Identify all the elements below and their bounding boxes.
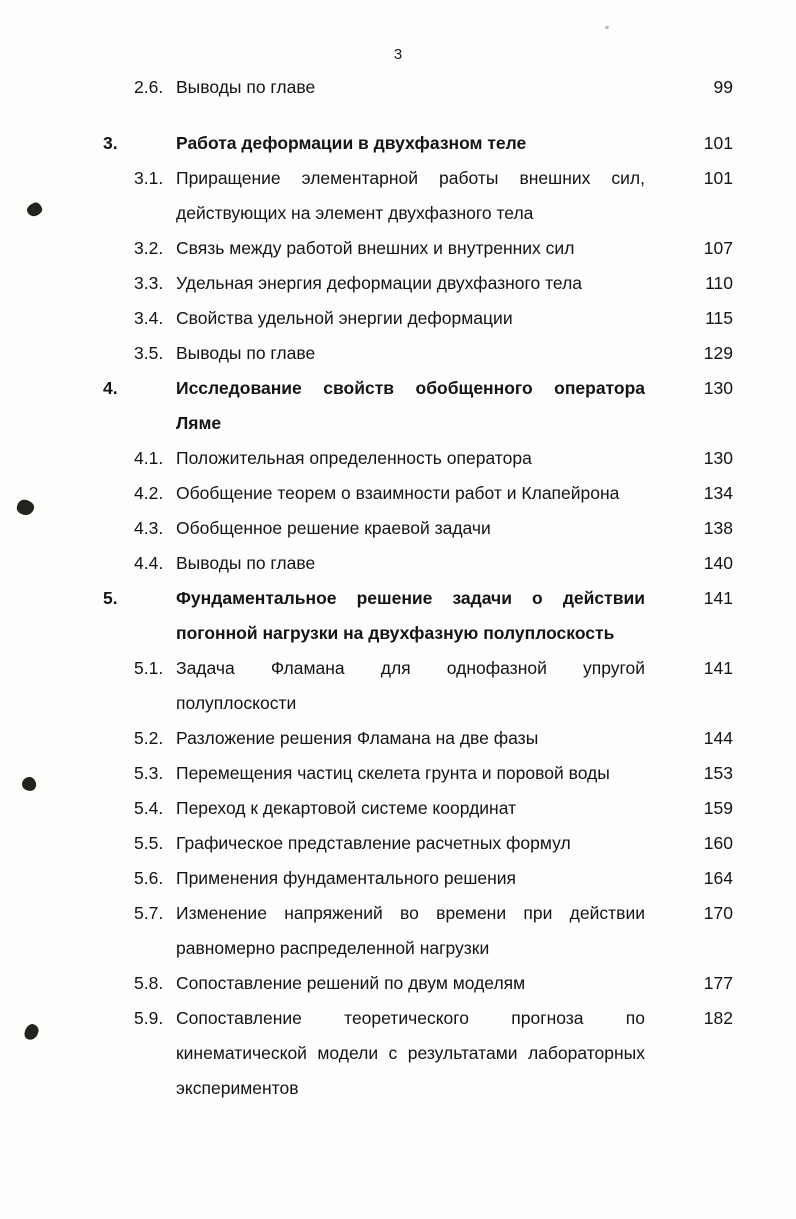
toc-entry-title: Переход к декартовой системе координат xyxy=(176,798,517,818)
toc-entry-number: 4.1. xyxy=(134,448,164,468)
toc-entry xyxy=(103,651,733,721)
toc-entry-title: Фундаментальное решение задачи о действии погонной нагрузки на двухфазную полуплоскость xyxy=(176,588,645,643)
ink-blot-artifact xyxy=(25,201,43,218)
toc-entry xyxy=(103,581,733,651)
toc-entry-number: 3.3. xyxy=(134,273,164,293)
toc-entry-page: 182 xyxy=(703,1008,733,1028)
toc-entry xyxy=(103,896,733,966)
toc-entry xyxy=(103,161,733,231)
toc-entry-number: 5.3. xyxy=(134,763,164,783)
toc-entry-number: 5.9. xyxy=(134,1008,164,1028)
toc-entry-page: 130 xyxy=(703,378,733,398)
scan-speck xyxy=(605,26,609,29)
toc-entry-title: Обобщение теорем о взаимности работ и Клапейрона xyxy=(176,483,620,503)
toc-entry-page: 110 xyxy=(705,273,733,293)
table-of-contents xyxy=(103,70,733,1106)
toc-entry-number: 4.4. xyxy=(134,553,164,573)
toc-entry-page: 153 xyxy=(703,763,733,783)
toc-entry-title: Графическое представление расчетных формул xyxy=(176,833,571,853)
toc-entry-title: Разложение решения Фламана на две фазы xyxy=(176,728,539,748)
toc-entry-page: 141 xyxy=(703,658,733,678)
toc-entry xyxy=(103,266,733,301)
toc-entry-number: 5.6. xyxy=(134,868,164,888)
toc-entry-number: 5.4. xyxy=(134,798,164,818)
toc-entry-number: 5.2. xyxy=(134,728,164,748)
toc-entry-page: 144 xyxy=(703,728,733,748)
toc-entry-page: 129 xyxy=(703,343,733,363)
toc-entry-title: Выводы по главе xyxy=(176,343,316,363)
toc-entry-page: 160 xyxy=(703,833,733,853)
page-number: 3 xyxy=(393,46,403,63)
toc-entry xyxy=(103,511,733,546)
toc-entry-number: 5.5. xyxy=(134,833,164,853)
toc-entry-title: Изменение напряжений во времени при действии равномерно распределенной нагрузки xyxy=(176,903,645,958)
toc-entry-page: 159 xyxy=(703,798,733,818)
toc-entry xyxy=(103,721,733,756)
ink-blot-artifact xyxy=(16,498,36,516)
toc-entry xyxy=(103,756,733,791)
toc-entry-title: Перемещения частиц скелета грунта и поровой воды xyxy=(176,763,610,783)
toc-entry-page: 138 xyxy=(703,518,733,538)
toc-entry xyxy=(103,126,733,161)
toc-entry-title: Положительная определенность оператора xyxy=(176,448,532,468)
toc-entry xyxy=(103,826,733,861)
toc-entry-title: Обобщенное решение краевой задачи xyxy=(176,518,491,538)
toc-entry xyxy=(103,336,733,371)
toc-entry-page: 141 xyxy=(703,588,733,608)
toc-entry-number: 3. xyxy=(103,133,118,153)
ink-blot-artifact xyxy=(23,1022,41,1041)
toc-entry-page: 130 xyxy=(703,448,733,468)
toc-entry-title: Исследование свойств обобщенного оператора Ляме xyxy=(176,378,645,433)
toc-entry-title: Выводы по главе xyxy=(176,77,316,97)
toc-entry-page: 177 xyxy=(703,973,733,993)
toc-entry-title: Задача Фламана для однофазной упругой полуплоскости xyxy=(176,658,645,713)
toc-entry xyxy=(103,966,733,1001)
toc-entry-page: 134 xyxy=(703,483,733,503)
toc-entry-page: 140 xyxy=(703,553,733,573)
toc-entry xyxy=(103,301,733,336)
toc-entry-page: 101 xyxy=(703,168,733,188)
toc-entry xyxy=(103,1001,733,1106)
toc-entry-page: 99 xyxy=(713,77,733,97)
toc-entry-number: 3.4. xyxy=(134,308,164,328)
toc-entry xyxy=(103,70,733,105)
toc-entry-page: 101 xyxy=(703,133,733,153)
toc-entry-page: 115 xyxy=(705,308,733,328)
toc-entry-number: 3.1. xyxy=(134,168,164,188)
toc-entry-number: 5. xyxy=(103,588,118,608)
toc-entry xyxy=(103,441,733,476)
toc-entry xyxy=(103,791,733,826)
toc-entry-number: 5.7. xyxy=(134,903,164,923)
toc-entry-number: 4. xyxy=(103,378,118,398)
toc-entry xyxy=(103,476,733,511)
toc-entry-title: Свойства удельной энергии деформации xyxy=(176,308,513,328)
toc-entry-page: 107 xyxy=(703,238,733,258)
toc-entry-title: Приращение элементарной работы внешних сил, действующих на элемент двухфазного тела xyxy=(176,168,645,223)
toc-entry-number: 5.1. xyxy=(134,658,164,678)
toc-entry-title: Сопоставление решений по двум моделям xyxy=(176,973,526,993)
toc-entry xyxy=(103,371,733,441)
toc-entry-title: Удельная энергия деформации двухфазного тела xyxy=(176,273,583,293)
toc-entry-number: 4.3. xyxy=(134,518,164,538)
toc-entry xyxy=(103,861,733,896)
toc-entry-title: Применения фундаментального решения xyxy=(176,868,517,888)
toc-entry-title: Работа деформации в двухфазном теле xyxy=(176,133,527,153)
toc-entry-number: 3.5. xyxy=(134,343,164,363)
toc-entry-number: 2.6. xyxy=(134,77,164,97)
toc-entry-title: Выводы по главе xyxy=(176,553,316,573)
toc-entry-page: 164 xyxy=(703,868,733,888)
toc-entry-title: Связь между работой внешних и внутренних сил xyxy=(176,238,575,258)
ink-blot-artifact xyxy=(21,776,37,792)
toc-entry-number: 4.2. xyxy=(134,483,164,503)
toc-entry xyxy=(103,231,733,266)
toc-entry-title: Сопоставление теоретического прогноза по кинематической модели с результатами лабораторных экспериментов xyxy=(176,1008,645,1098)
toc-entry-number: 5.8. xyxy=(134,973,164,993)
toc-entry-number: 3.2. xyxy=(134,238,164,258)
toc-entry-page: 170 xyxy=(703,903,733,923)
toc-entry xyxy=(103,546,733,581)
